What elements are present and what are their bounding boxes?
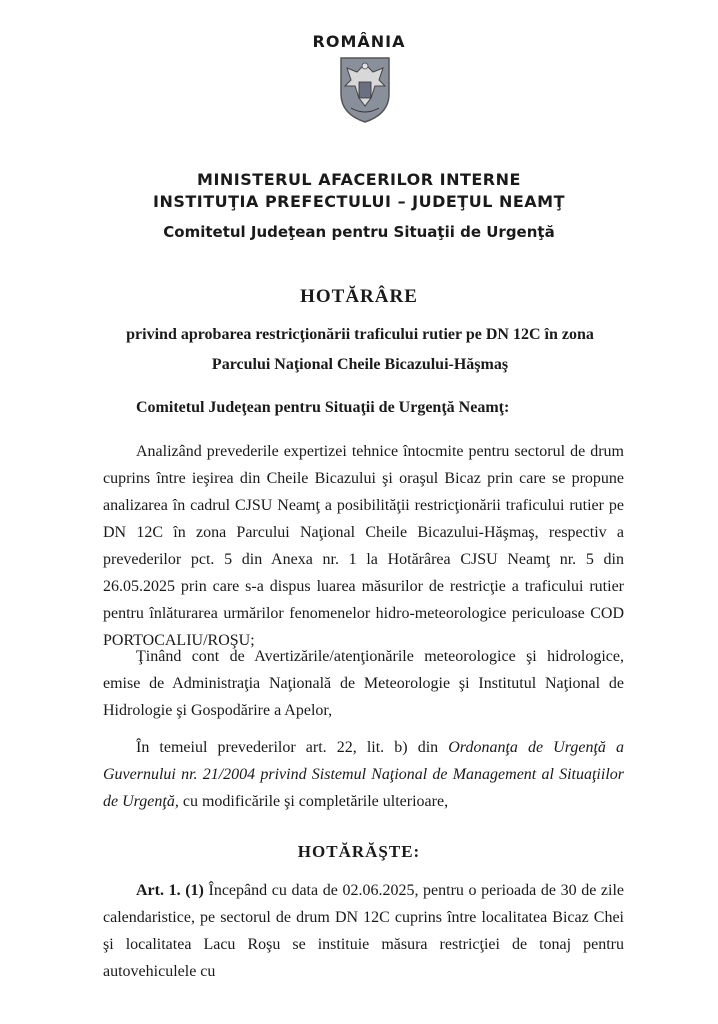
- document-subject: privind aprobarea restricţionării traficului rutier pe DN 12C în zona Parcului Naţional Cheile Bicazului-Hăşmaş: [126, 326, 594, 373]
- ministry-title: MINISTERUL AFACERILOR INTERNE: [197, 170, 521, 189]
- committee-title: Comitetul Judeţean pentru Situaţii de Urgenţă: [163, 223, 555, 241]
- article-1: [103, 877, 624, 985]
- paragraph-3-start: În temeiul prevederilor art. 22, lit. b) din: [136, 739, 449, 756]
- paragraph-3: [103, 734, 624, 815]
- paragraph-2: Ţinând cont de Avertizările/atenţionările meteorologice şi hidrologice, emise de Administraţia Naţională de Meteorologie şi Institutul Naţional de Hidrologie şi Gospodărire a Apelor,: [103, 648, 624, 719]
- addressee: Comitetul Judeţean pentru Situaţii de Urgenţă Neamţ:: [136, 399, 510, 416]
- document-type: HOTĂRÂRE: [300, 286, 418, 307]
- paragraph-1: Analizând prevederile expertizei tehnice întocmite pentru sectorul de drum cuprins între ieşirea din Cheile Bicazului şi oraşul Bicaz prin care se propune analizarea în cadrul CJSU Neamţ a posibilităţii restricţionării traficului rutier pe DN 12C în zona Parcului Naţional Cheile Bicazului-Hăşmaş, respectiv a prevederilor pct. 5 din Anexa nr. 1 la Hotărârea CJSU Neamţ nr. 5 din 26.05.2025 prin care s-a dispus luarea măsurilor de restricţie a traficului rutier pentru înlăturarea urmărilor fenomenelor hidro-meteorologice periculoase COD PORTOCALIU/ROŞU;: [103, 443, 624, 649]
- article-1-text: Începând cu data de 02.06.2025, pentru o perioada de 30 de zile calendaristice, pe sectorul de drum DN 12C cuprins între localitatea Bicaz Chei şi localitatea Lacu Roşu se instituie măsura restricţiei de tonaj pentru autovehiculele cu: [103, 882, 625, 980]
- decides-heading: HOTĂRĂŞTE:: [297, 842, 421, 861]
- paragraph-3-end: cu modificările şi completările ulterioare,: [178, 793, 449, 810]
- article-1-label: Art. 1. (1): [136, 882, 204, 899]
- country-title: ROMÂNIA: [312, 32, 406, 51]
- romania-coat-of-arms-icon: [337, 54, 393, 124]
- paragraph-3-legal-reference: Ordonanţa de Urgenţă a Guvernului nr. 21/2004 privind Sistemul Naţional de Management al Situaţiilor de Urgenţă,: [103, 739, 625, 810]
- institution-title: INSTITUŢIA PREFECTULUI – JUDEŢUL NEAMŢ: [152, 192, 566, 211]
